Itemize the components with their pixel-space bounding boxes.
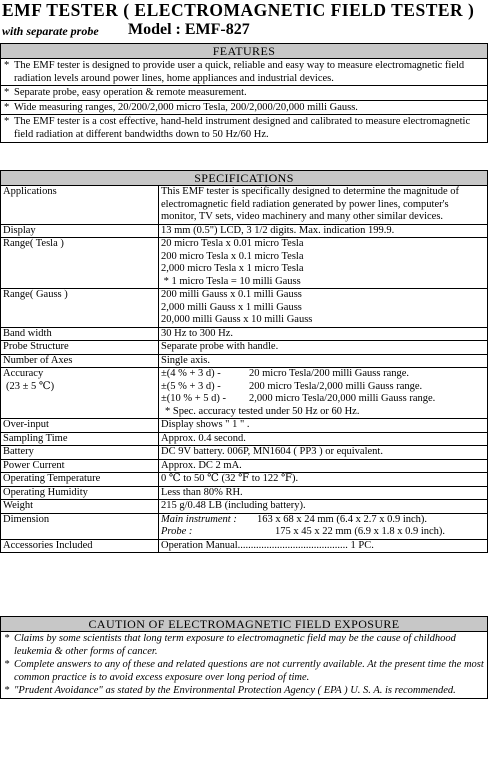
document-title: EMF TESTER ( ELECTROMAGNETIC FIELD TESTER ) xyxy=(2,0,475,20)
spec-label: Operating Humidity xyxy=(1,486,159,500)
spec-value: Approx. DC 2 mA. xyxy=(159,459,488,473)
accuracy-line: ±(10 % + 5 d) - 2,000 micro Tesla/20,000 milli Gauss range. xyxy=(161,393,436,404)
range-line: 20,000 milli Gauss x 10 milli Gauss xyxy=(161,314,313,325)
spec-row-battery xyxy=(1,446,488,460)
spec-label: Battery xyxy=(1,446,159,460)
bullet-star-icon: * xyxy=(4,633,10,644)
dimension-main: Main instrument : 163 x 68 x 24 mm (6.4 x 2.7 x 0.9 inch). xyxy=(161,513,428,525)
spec-row-range-tesla xyxy=(1,238,488,289)
spec-value: Operation Manual.......................................... 1 PC. xyxy=(159,539,488,553)
range-note: * 1 micro Tesla = 10 milli Gauss xyxy=(161,275,301,287)
spec-label: Dimension xyxy=(1,513,159,539)
spec-value: 13 mm (0.5") LCD, 3 1/2 digits. Max. indication 199.9. xyxy=(159,224,488,238)
spec-row-band-width xyxy=(1,327,488,341)
spec-row-operating-humidity xyxy=(1,486,488,500)
caution-list xyxy=(0,631,488,699)
caution-item: * Complete answers to any of these and related questions are not currently available. At the present time the most common practice is to avoid excess exposure over long period of time. xyxy=(4,659,484,683)
spec-label: Over-input xyxy=(1,419,159,433)
spec-row-range-gauss xyxy=(1,289,488,328)
accuracy-line: ±(4 % + 3 d) - 20 micro Tesla/200 milli Gauss range. xyxy=(161,368,410,379)
bullet-star-icon: * xyxy=(4,101,10,113)
spec-value: Display shows " 1 " . xyxy=(159,419,488,433)
model-number: Model : EMF-827 xyxy=(128,21,250,38)
spec-label: Sampling Time xyxy=(1,432,159,446)
bullet-star-icon: * xyxy=(4,685,10,697)
spec-label: Range( Tesla ) xyxy=(1,238,159,289)
spec-label: Band width xyxy=(1,327,159,341)
spec-label: Display xyxy=(1,224,159,238)
feature-item: * The EMF tester is designed to provide user a quick, reliable and easy way to measure electromagnetic field radiation levels around power lines, home appliances and industrial devices. xyxy=(1,59,487,86)
accuracy-line: ±(5 % + 3 d) - 200 micro Tesla/2,000 milli Gauss range. xyxy=(161,380,423,392)
bullet-star-icon: * xyxy=(4,87,10,99)
spec-value: DC 9V battery. 006P, MN1604 ( PP3 ) or equivalent. xyxy=(159,446,488,460)
spec-value: 30 Hz to 300 Hz. xyxy=(159,327,488,341)
probe-note: with separate probe xyxy=(2,24,99,38)
spec-value: 0 ℃ to 50 ℃ (32 ℉ to 122 ℉). xyxy=(159,473,488,487)
spec-row-accuracy xyxy=(1,368,488,419)
caution-item: * "Prudent Avoidance" as stated by the Environmental Protection Agency ( EPA ) U. S. A. is recommended. xyxy=(4,685,456,697)
range-line: 2,000 micro Tesla x 1 micro Tesla xyxy=(161,263,304,274)
spec-label: Operating Temperature xyxy=(1,473,159,487)
spec-value: Less than 80% RH. xyxy=(159,486,488,500)
spec-value xyxy=(159,289,488,328)
spec-label: Weight xyxy=(1,500,159,514)
range-line: 2,000 milli Gauss x 1 milli Gauss xyxy=(161,301,302,313)
bullet-star-icon: * xyxy=(4,60,10,71)
spec-row-probe-structure xyxy=(1,341,488,355)
spec-value xyxy=(159,238,488,289)
features-list xyxy=(0,58,488,143)
range-line: 20 micro Tesla x 0.01 micro Tesla xyxy=(161,238,304,249)
spec-label: Power Current xyxy=(1,459,159,473)
spec-row-weight xyxy=(1,500,488,514)
spec-row-applications xyxy=(1,186,488,225)
bullet-star-icon: * xyxy=(4,659,10,671)
features-heading: FEATURES xyxy=(0,43,488,59)
caution-item: * Claims by some scientists that long term exposure to electromagnetic field may be the cause of childhood leukemia & other forms of cancer. xyxy=(4,633,456,657)
accuracy-condition: (23 ± 5 ℃) xyxy=(6,380,55,392)
spec-label: Applications xyxy=(1,186,159,225)
spec-label: Accessories Included xyxy=(1,539,159,553)
spec-value: Separate probe with handle. xyxy=(159,341,488,355)
accuracy-note: * Spec. accuracy tested under 50 Hz or 60 Hz. xyxy=(165,405,360,417)
spec-row-over-input xyxy=(1,419,488,433)
spec-label: Number of Axes xyxy=(1,354,159,368)
spec-row-accessories xyxy=(1,539,488,553)
accuracy-label: Accuracy xyxy=(3,368,44,379)
spec-row-display xyxy=(1,224,488,238)
spec-label: Range( Gauss ) xyxy=(1,289,159,328)
dimension-probe: Probe : 175 x 45 x 22 mm (6.9 x 1.8 x 0.9 inch). xyxy=(161,526,446,537)
caution-heading: CAUTION OF ELECTROMAGNETIC FIELD EXPOSURE xyxy=(0,616,488,632)
spec-label xyxy=(1,368,159,419)
bullet-star-icon: * xyxy=(4,116,10,128)
spec-row-number-of-axes xyxy=(1,354,488,368)
spec-value: Single axis. xyxy=(159,354,488,368)
range-line: 200 micro Tesla x 0.1 micro Tesla xyxy=(161,250,304,262)
spec-row-sampling-time xyxy=(1,432,488,446)
spec-value xyxy=(159,513,488,539)
feature-item: * The EMF tester is a cost effective, hand-held instrument designed and calibrated to measure electromagnetic field radiation at different bandwidths down to 50 Hz/60 Hz. xyxy=(4,116,471,140)
feature-item: * Separate probe, easy operation & remote measurement. xyxy=(1,86,487,101)
spec-row-dimension xyxy=(1,513,488,539)
spec-row-operating-temperature xyxy=(1,473,488,487)
spec-row-power-current xyxy=(1,459,488,473)
spec-value: Approx. 0.4 second. xyxy=(159,432,488,446)
feature-item: * Wide measuring ranges, 20/200/2,000 micro Tesla, 200/2,000/20,000 milli Gauss. xyxy=(1,101,487,116)
range-line: 200 milli Gauss x 0.1 milli Gauss xyxy=(161,289,302,300)
specifications-table xyxy=(0,185,488,553)
spec-label: Probe Structure xyxy=(1,341,159,355)
spec-value: This EMF tester is specifically designed to determine the magnitude of electromagnetic field radiation generated by power lines, computer's monitor, TV sets, video machinery and many other similar devices. xyxy=(159,186,488,225)
spec-value: 215 g/0.48 LB (including battery). xyxy=(159,500,488,514)
spec-value xyxy=(159,368,488,419)
specifications-heading: SPECIFICATIONS xyxy=(0,170,488,186)
